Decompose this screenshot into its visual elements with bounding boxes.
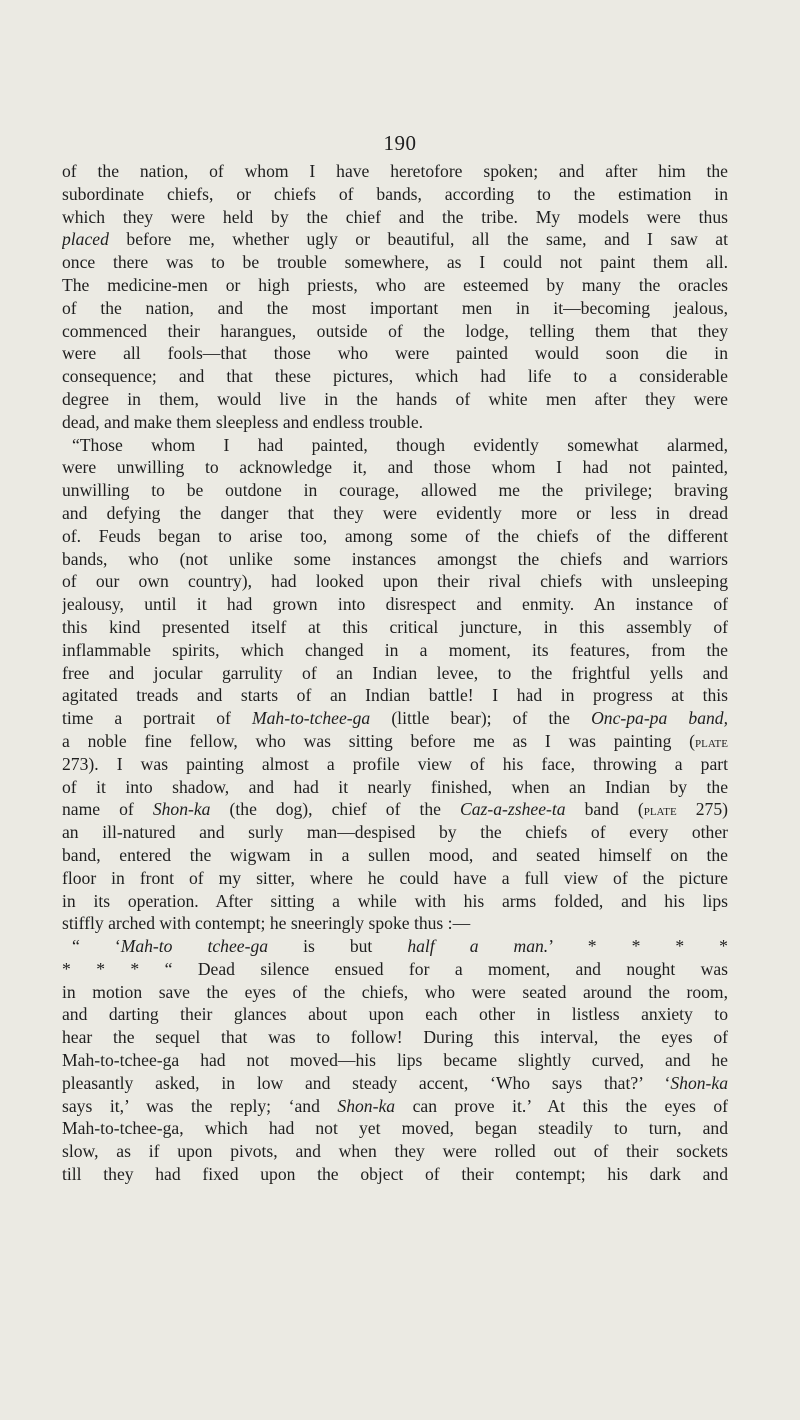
text-segment: a noble fine fellow, who was sitting before me as I was painting ( (62, 730, 695, 751)
text-line (62, 183, 728, 206)
text-line (62, 479, 728, 502)
text-segment: The medicine-men or high priests, who are esteemed by many the oracles (62, 274, 728, 295)
text-segment: slow, as if upon pivots, and when they were rolled out of their sockets (62, 1141, 728, 1162)
small-caps-text: plate (695, 733, 728, 751)
text-segment: (little bear); of the (370, 708, 592, 729)
text-line (62, 1003, 728, 1026)
text-segment: band, entered the wigwam in a sullen mood, and seated himself on the (62, 844, 728, 865)
italic-text: placed (62, 229, 109, 250)
text-segment: hear the sequel that was to follow! During this interval, the eyes of (62, 1027, 728, 1048)
italic-text: Caz-a-zshee-ta (460, 799, 566, 820)
page-number: 190 (383, 131, 417, 155)
text-segment: time a portrait of (62, 708, 252, 729)
text-line (62, 1163, 728, 1186)
text-line (62, 160, 728, 183)
text-segment: 273). I was painting almost a profile view of his face, throwing a part (62, 753, 728, 774)
text-line (62, 1117, 728, 1140)
italic-text: Mah-to-tchee-ga (251, 708, 371, 729)
text-segment: before me, whether ugly or beautiful, all the same, and I saw at (108, 229, 728, 250)
text-segment: jealousy, until it had grown into disrespect and enmity. An instance of (62, 594, 728, 615)
text-line (62, 342, 728, 365)
text-segment: agitated treads and starts of an Indian battle! I had in progress at this (62, 685, 728, 706)
text-segment: is but (268, 936, 408, 957)
text-line (62, 684, 728, 707)
text-line (62, 616, 728, 639)
text-line (62, 228, 728, 251)
italic-text: half a man. (407, 936, 549, 957)
text-segment: an ill-natured and surly man—despised by the chiefs of every other (62, 822, 728, 843)
text-segment: this kind presented itself at this critical juncture, in this assembly of (62, 616, 728, 637)
text-line (62, 798, 728, 821)
text-segment: Mah-to-tchee-ga had not moved—his lips became slightly curved, and he (62, 1050, 728, 1071)
text-line (62, 456, 728, 479)
italic-text: Shon-ka (337, 1095, 396, 1116)
text-segment: in motion save the eyes of the chiefs, who were seated around the room, (62, 981, 728, 1002)
text-line (62, 1140, 728, 1163)
text-segment: “Those whom I had painted, though evidently somewhat alarmed, (72, 434, 728, 455)
text-line (62, 548, 728, 571)
text-segment: degree in them, would live in the hands of white men after they were (62, 388, 728, 409)
italic-text: Shon-ka (152, 799, 211, 820)
text-segment: dead, and make them sleepless and endless trouble. (62, 411, 424, 432)
italic-text: Shon-ka (670, 1072, 728, 1093)
text-segment: bands, who (not unlike some instances amongst the chiefs and warriors (62, 548, 728, 569)
text-segment: of. Feuds began to arise too, among some of the chiefs of the different (62, 525, 728, 546)
text-segment: free and jocular garrulity of an Indian levee, to the frightful yells and (62, 662, 728, 683)
text-line (62, 525, 728, 548)
text-line (62, 365, 728, 388)
text-segment: were all fools—that those who were painted would soon die in (62, 343, 728, 364)
text-line (62, 958, 728, 981)
text-line (62, 297, 728, 320)
text-segment: band ( (565, 799, 644, 820)
text-line (62, 707, 728, 730)
text-line (62, 1026, 728, 1049)
text-line (62, 776, 728, 799)
text-segment: (the dog), chief of the (210, 799, 461, 820)
italic-text: Mah-to tchee-ga (120, 936, 269, 957)
text-segment: floor in front of my sitter, where he could have a full view of the picture (62, 867, 728, 888)
text-segment: consequence; and that these pictures, which had life to a considerable (62, 366, 728, 387)
text-segment: and darting their glances about upon each other in listless anxiety to (62, 1004, 728, 1025)
text-line (62, 570, 728, 593)
text-segment: commenced their harangues, outside of the lodge, telling them that they (62, 320, 728, 341)
text-segment: and defying the danger that they were evidently more or less in dread (62, 502, 728, 523)
text-line (62, 434, 728, 457)
text-segment: inflammable spirits, which changed in a moment, its features, from the (62, 639, 728, 660)
text-line (62, 1049, 728, 1072)
text-line (62, 753, 728, 776)
text-line (62, 411, 728, 434)
text-segment: till they had fixed upon the object of their contempt; his dark and (62, 1164, 728, 1185)
text-segment: can prove it.’ At this the eyes of (395, 1095, 728, 1116)
text-segment: of the nation, of whom I have heretofore spoken; and after him the (62, 161, 728, 181)
text-line (62, 274, 728, 297)
text-line (62, 251, 728, 274)
text-segment: in its operation. After sitting a while with his arms folded, and his lips (62, 890, 728, 911)
text-segment: 275) (676, 799, 728, 820)
text-line (62, 912, 728, 935)
text-line (62, 1095, 728, 1118)
text-segment: unwilling to be outdone in courage, allowed me the privilege; braving (62, 480, 728, 501)
text-line (62, 981, 728, 1004)
text-line (62, 320, 728, 343)
text-segment: once there was to be trouble somewhere, as I could not paint them all. (62, 252, 728, 273)
text-segment: which they were held by the chief and the tribe. My models were thus (62, 206, 728, 227)
text-line (62, 206, 728, 229)
text-line (62, 821, 728, 844)
text-line (62, 844, 728, 867)
text-line (62, 730, 728, 753)
text-segment: pleasantly asked, in low and steady accent, ‘Who says that?’ ‘ (62, 1072, 671, 1093)
body-text (62, 160, 728, 1186)
text-segment: ’ * * * * (548, 936, 728, 957)
text-line (62, 639, 728, 662)
text-segment: subordinate chiefs, or chiefs of bands, according to the estimation in (62, 183, 728, 204)
text-segment: stiffly arched with contempt; he sneeringly spoke thus :— (62, 913, 471, 934)
text-segment: says it,’ was the reply; ‘and (62, 1095, 338, 1116)
small-caps-text: plate (643, 802, 677, 820)
text-line (62, 867, 728, 890)
text-segment: “ ‘ (72, 936, 121, 957)
text-segment: were unwilling to acknowledge it, and those whom I had not painted, (62, 457, 728, 478)
text-line (62, 935, 728, 958)
text-segment: of the nation, and the most important men in it—becoming jealous, (62, 297, 728, 318)
text-line (62, 388, 728, 411)
text-segment: of it into shadow, and had it nearly finished, when an Indian by the (62, 776, 728, 797)
italic-text: Onc-pa-pa band, (591, 708, 728, 729)
text-segment: name of (62, 799, 153, 820)
text-segment: Mah-to-tchee-ga, which had not yet moved, began steadily to turn, and (62, 1118, 728, 1139)
text-line (62, 1072, 728, 1095)
text-segment: of our own country), had looked upon their rival chiefs with unsleeping (62, 571, 728, 592)
text-line (62, 593, 728, 616)
text-line (62, 662, 728, 685)
text-segment: * * * “ Dead silence ensued for a moment, and nought was (62, 958, 728, 979)
text-line (62, 502, 728, 525)
text-line (62, 890, 728, 913)
